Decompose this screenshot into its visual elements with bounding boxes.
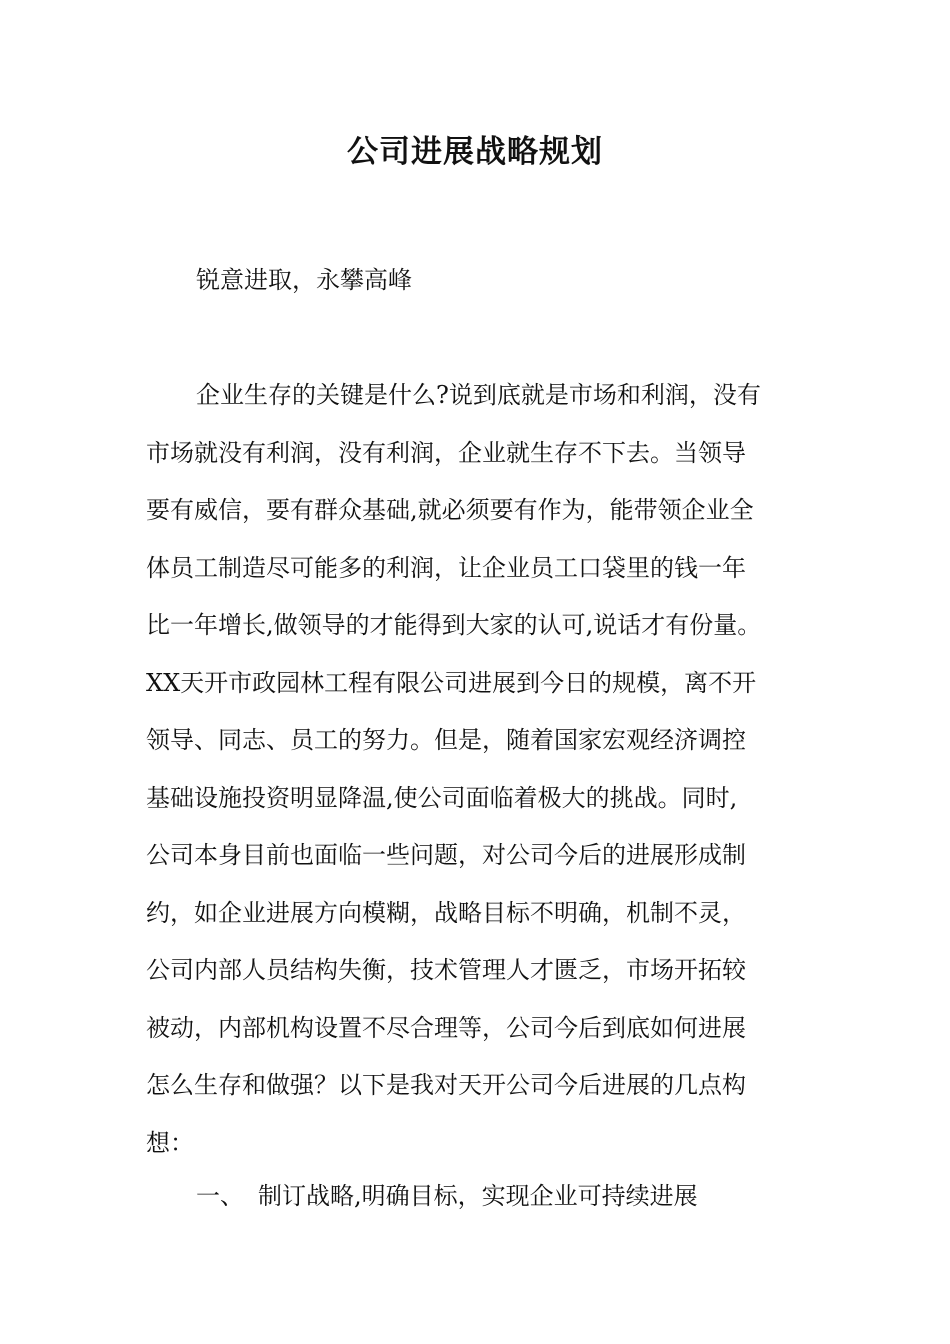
paragraph-line: XX天开市政园林工程有限公司进展到今日的规模，离不开 — [146, 668, 757, 697]
section-number: 一、 — [196, 1182, 244, 1210]
paragraph-line: 公司本身目前也面临一些问题，对公司今后的进展形成制 — [146, 841, 746, 869]
document-title: 公司进展战略规划 — [347, 134, 603, 170]
paragraph-line: 市场就没有利润，没有利润，企业就生存不下去。当领导 — [146, 438, 746, 467]
motto-line: 锐意进取，永攀高峰 — [196, 266, 412, 294]
paragraph-line: 领导、同志、员工的努力。但是，随着国家宏观经济调控 — [146, 726, 746, 754]
paragraph-line: 公司内部人员结构失衡，技术管理人才匮乏，市场开拓较 — [146, 956, 746, 984]
paragraph-line: 比一年增长,做领导的才能得到大家的认可,说话才有份量。 — [146, 611, 762, 639]
paragraph-line: 约，如企业进展方向模糊，战略目标不明确，机制不灵， — [146, 898, 746, 927]
paragraph-line: 企业生存的关键是什么?说到底就是市场和利润，没有 — [196, 381, 761, 409]
body-paragraph — [146, 377, 826, 1182]
section-heading-text: 制订战略,明确目标，实现企业可持续进展 — [258, 1182, 698, 1210]
paragraph-line: 想： — [146, 1128, 194, 1157]
paragraph-line: 怎么生存和做强？以下是我对天开公司今后进展的几点构 — [146, 1071, 746, 1099]
paragraph-line: 基础设施投资明显降温,使公司面临着极大的挑战。同时, — [146, 783, 738, 812]
paragraph-line: 要有威信，要有群众基础,就必须要有作为，能带领企业全 — [146, 496, 754, 524]
paragraph-line: 被动，内部机构设置不尽合理等，公司今后到底如何进展 — [146, 1013, 746, 1042]
section-heading-1 — [196, 1178, 698, 1214]
paragraph-line: 体员工制造尽可能多的利润，让企业员工口袋里的钱一年 — [146, 553, 746, 582]
